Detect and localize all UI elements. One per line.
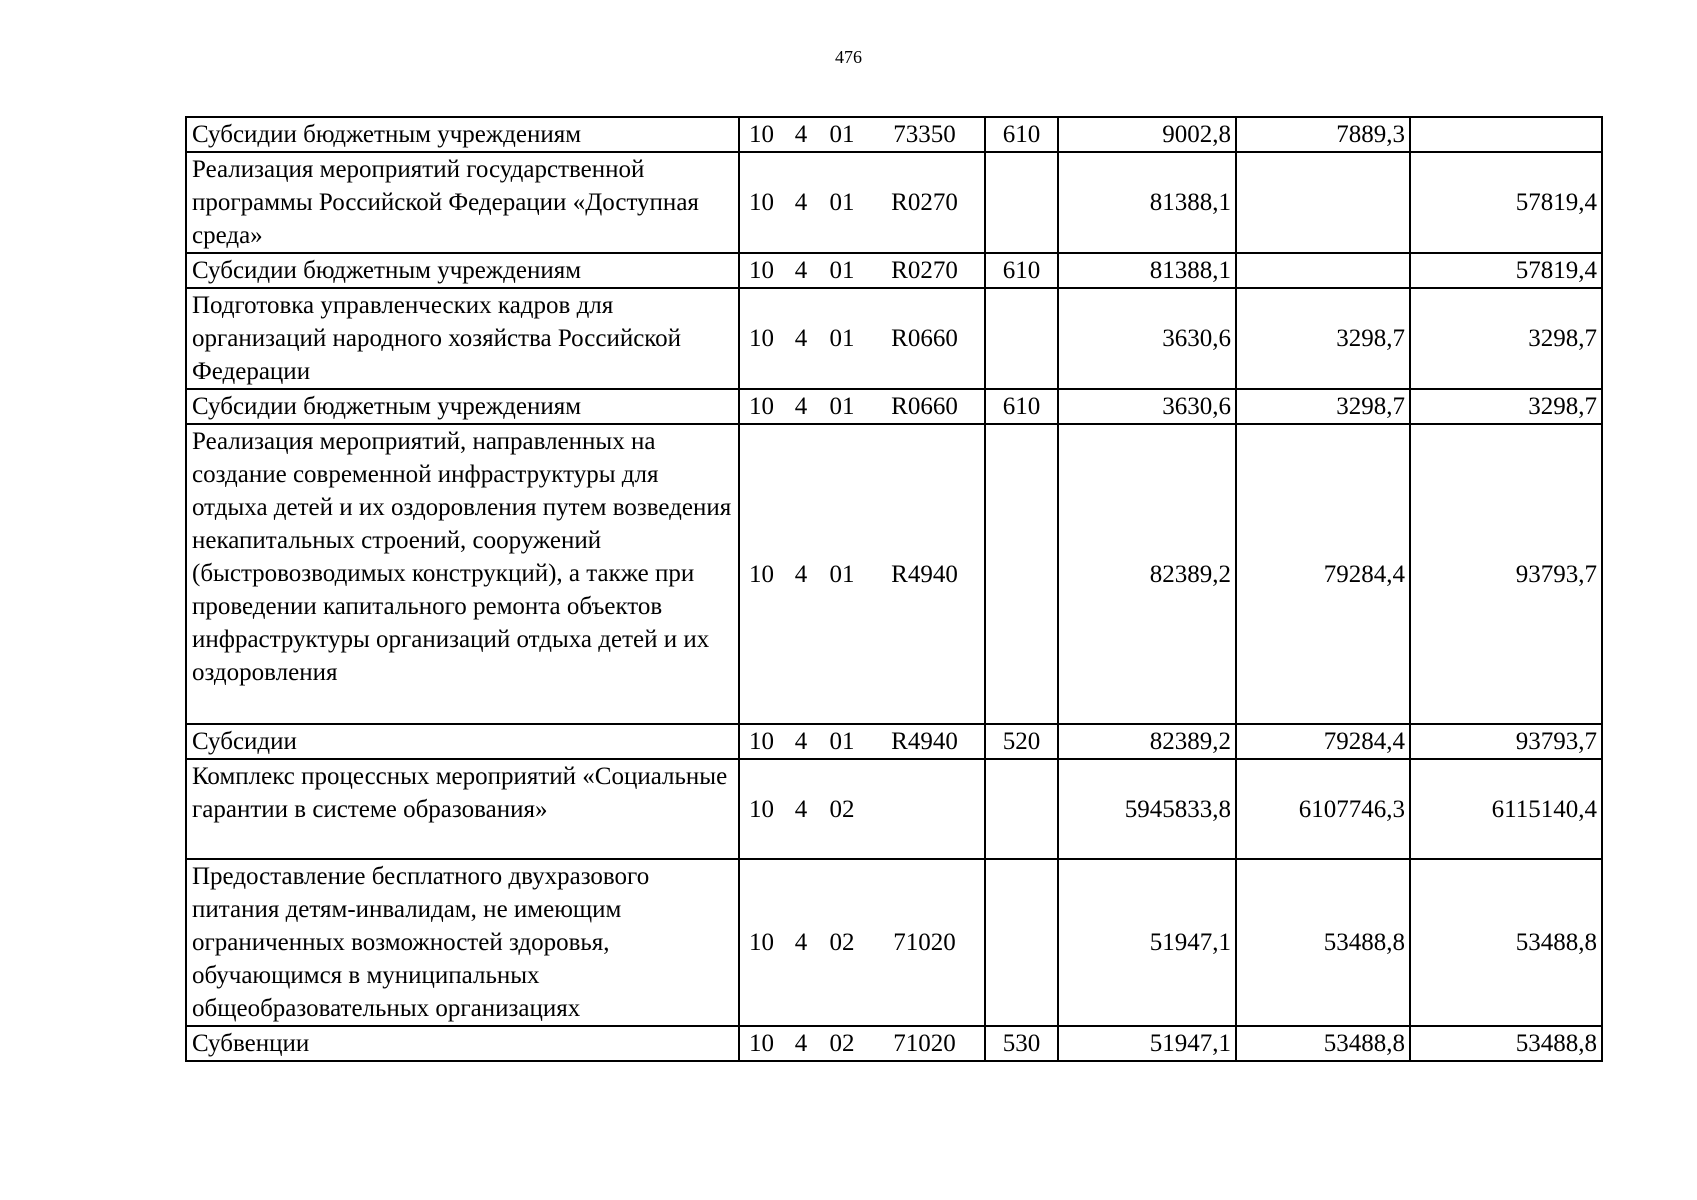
row-amount-1: 82389,2 — [1058, 724, 1236, 759]
row-expense-type: 610 — [985, 389, 1058, 424]
row-program: 01 — [819, 152, 865, 253]
budget-table — [185, 116, 1603, 1062]
row-section: 10 — [739, 759, 783, 859]
row-subsection: 4 — [783, 117, 819, 152]
table-row — [186, 253, 1602, 288]
table-row — [186, 424, 1602, 724]
row-article: R0660 — [865, 389, 985, 424]
row-name: Субвенции — [186, 1026, 739, 1061]
row-subsection: 4 — [783, 253, 819, 288]
row-amount-2: 79284,4 — [1236, 424, 1410, 724]
row-subsection: 4 — [783, 759, 819, 859]
row-section: 10 — [739, 859, 783, 1026]
row-expense-type — [985, 288, 1058, 389]
row-program: 01 — [819, 117, 865, 152]
row-amount-1: 3630,6 — [1058, 389, 1236, 424]
row-subsection: 4 — [783, 424, 819, 724]
row-section: 10 — [739, 117, 783, 152]
row-section: 10 — [739, 288, 783, 389]
row-amount-1: 3630,6 — [1058, 288, 1236, 389]
row-amount-3: 53488,8 — [1410, 1026, 1602, 1061]
row-program: 02 — [819, 859, 865, 1026]
row-program: 02 — [819, 759, 865, 859]
row-name: Комплекс процессных мероприятий «Социальные гарантии в системе образования» — [186, 759, 739, 859]
row-amount-3: 57819,4 — [1410, 253, 1602, 288]
row-article: R0270 — [865, 253, 985, 288]
row-program: 02 — [819, 1026, 865, 1061]
row-subsection: 4 — [783, 152, 819, 253]
page-number: 476 — [835, 47, 862, 67]
row-section: 10 — [739, 253, 783, 288]
row-amount-2: 79284,4 — [1236, 724, 1410, 759]
row-amount-2 — [1236, 152, 1410, 253]
row-name: Предоставление бесплатного двухразового питания детям-инвалидам, не имеющим ограниченных возможностей здоровья, обучающимся в муниципальных общеобразовательных организациях — [186, 859, 739, 1026]
row-name: Субсидии бюджетным учреждениям — [186, 389, 739, 424]
row-amount-3: 3298,7 — [1410, 389, 1602, 424]
row-amount-2: 53488,8 — [1236, 1026, 1410, 1061]
row-expense-type: 520 — [985, 724, 1058, 759]
row-amount-2: 53488,8 — [1236, 859, 1410, 1026]
row-program: 01 — [819, 253, 865, 288]
row-amount-3: 93793,7 — [1410, 424, 1602, 724]
row-amount-3: 3298,7 — [1410, 288, 1602, 389]
row-article: 71020 — [865, 1026, 985, 1061]
row-expense-type: 610 — [985, 253, 1058, 288]
row-amount-1: 51947,1 — [1058, 859, 1236, 1026]
row-name: Субсидии бюджетным учреждениям — [186, 253, 739, 288]
row-amount-3 — [1410, 117, 1602, 152]
row-name: Подготовка управленческих кадров для организаций народного хозяйства Российской Федерации — [186, 288, 739, 389]
row-article: R0660 — [865, 288, 985, 389]
row-name: Реализация мероприятий государственной программы Российской Федерации «Доступная среда» — [186, 152, 739, 253]
row-program: 01 — [819, 389, 865, 424]
row-program: 01 — [819, 288, 865, 389]
row-subsection: 4 — [783, 1026, 819, 1061]
table-row — [186, 152, 1602, 253]
row-article: R0270 — [865, 152, 985, 253]
row-amount-1: 51947,1 — [1058, 1026, 1236, 1061]
table-row — [186, 859, 1602, 1026]
row-amount-3: 93793,7 — [1410, 724, 1602, 759]
row-expense-type — [985, 424, 1058, 724]
row-program: 01 — [819, 424, 865, 724]
row-amount-3: 53488,8 — [1410, 859, 1602, 1026]
row-amount-2: 3298,7 — [1236, 288, 1410, 389]
row-amount-1: 81388,1 — [1058, 253, 1236, 288]
row-section: 10 — [739, 724, 783, 759]
row-section: 10 — [739, 424, 783, 724]
table-row — [186, 288, 1602, 389]
row-amount-2: 7889,3 — [1236, 117, 1410, 152]
row-amount-1: 9002,8 — [1058, 117, 1236, 152]
row-subsection: 4 — [783, 389, 819, 424]
row-expense-type — [985, 859, 1058, 1026]
row-amount-3: 57819,4 — [1410, 152, 1602, 253]
row-subsection: 4 — [783, 724, 819, 759]
table-row — [186, 1026, 1602, 1061]
row-subsection: 4 — [783, 288, 819, 389]
row-article — [865, 759, 985, 859]
row-expense-type — [985, 152, 1058, 253]
row-expense-type: 610 — [985, 117, 1058, 152]
table-row — [186, 759, 1602, 859]
row-section: 10 — [739, 389, 783, 424]
row-amount-2 — [1236, 253, 1410, 288]
row-amount-3: 6115140,4 — [1410, 759, 1602, 859]
row-article: 71020 — [865, 859, 985, 1026]
row-article: R4940 — [865, 424, 985, 724]
row-article: 73350 — [865, 117, 985, 152]
row-amount-1: 5945833,8 — [1058, 759, 1236, 859]
row-name: Реализация мероприятий, направленных на создание современной инфраструктуры для отдыха детей и их оздоровления путем возведения некапитальных строений, сооружений (быстровозводимых конструкций), а также при проведении капитального ремонта объектов инфраструктуры организаций отдыха детей и их оздоровления — [186, 424, 739, 724]
table-row — [186, 389, 1602, 424]
row-amount-1: 82389,2 — [1058, 424, 1236, 724]
row-subsection: 4 — [783, 859, 819, 1026]
row-section: 10 — [739, 152, 783, 253]
row-amount-1: 81388,1 — [1058, 152, 1236, 253]
table-row — [186, 724, 1602, 759]
row-program: 01 — [819, 724, 865, 759]
row-expense-type — [985, 759, 1058, 859]
row-name: Субсидии — [186, 724, 739, 759]
row-amount-2: 3298,7 — [1236, 389, 1410, 424]
row-article: R4940 — [865, 724, 985, 759]
row-amount-2: 6107746,3 — [1236, 759, 1410, 859]
row-section: 10 — [739, 1026, 783, 1061]
row-expense-type: 530 — [985, 1026, 1058, 1061]
row-name: Субсидии бюджетным учреждениям — [186, 117, 739, 152]
table-row — [186, 117, 1602, 152]
